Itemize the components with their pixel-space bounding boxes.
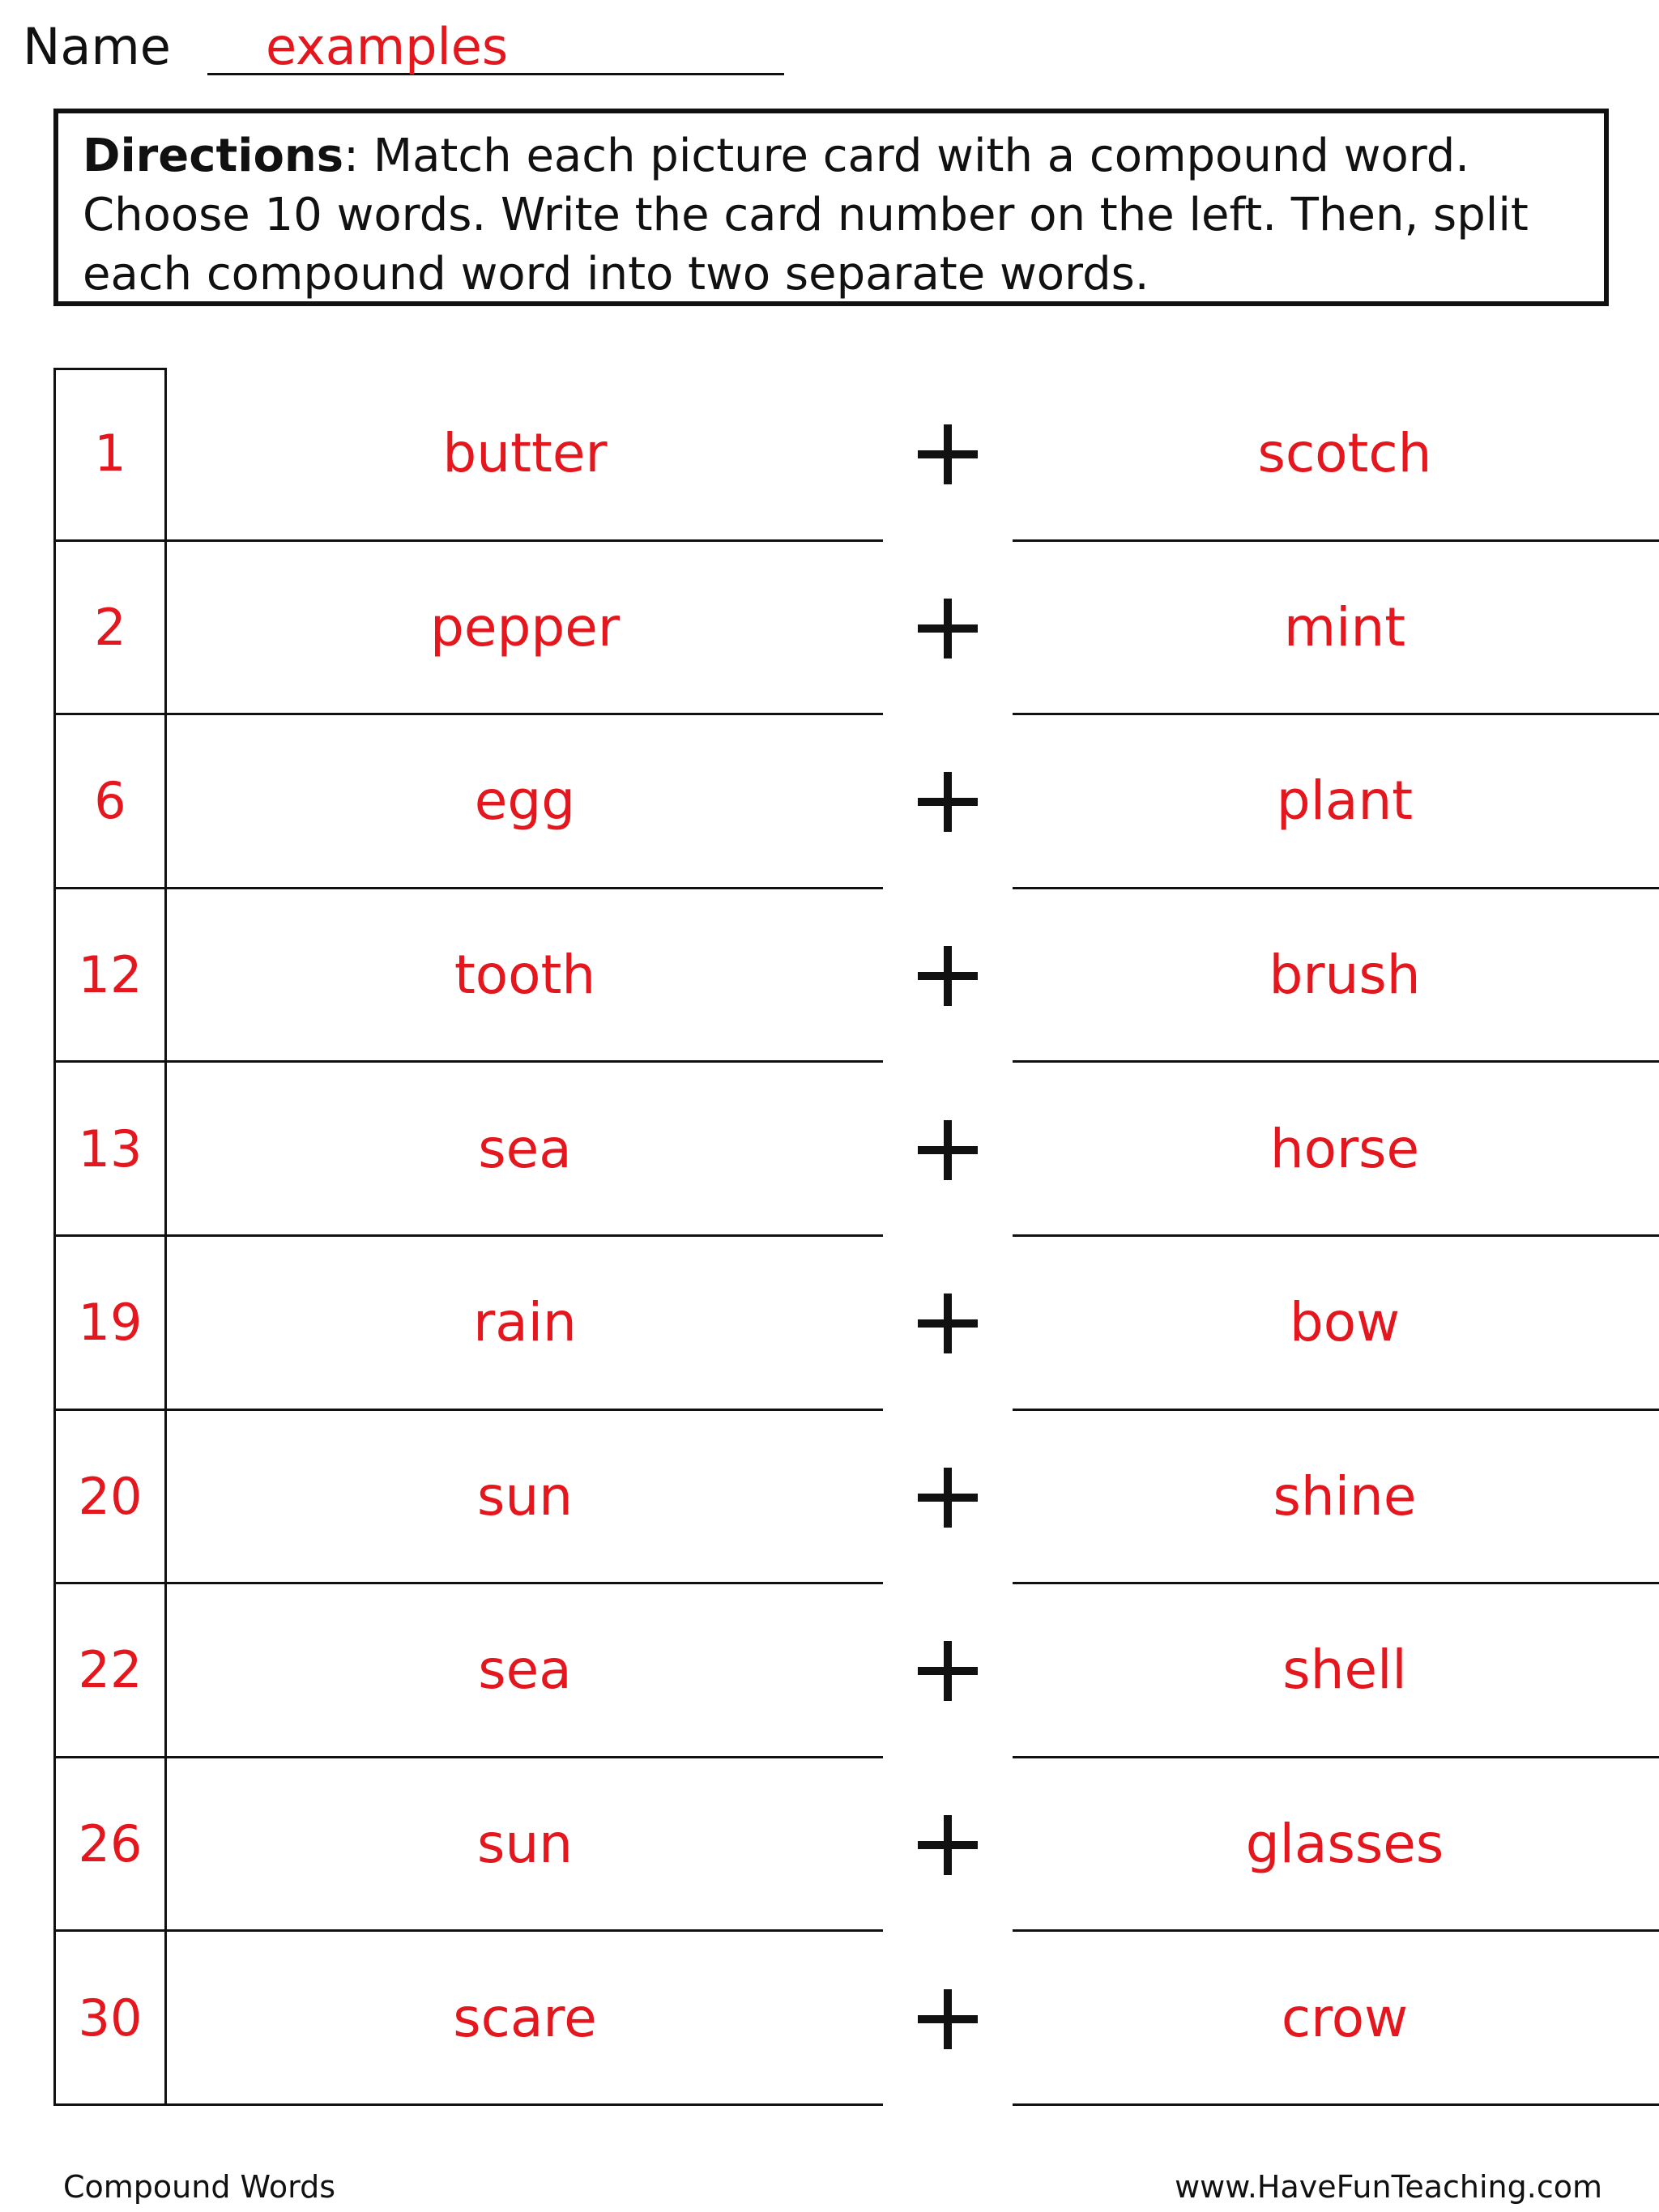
table-row	[53, 1584, 1628, 1758]
plus-cell	[883, 1932, 1013, 2106]
second-word[interactable]: glasses	[1013, 1758, 1659, 1933]
first-word[interactable]: sea	[167, 1584, 883, 1758]
plus-cell	[883, 368, 1013, 542]
table-row	[53, 1758, 1628, 1933]
first-word[interactable]: rain	[167, 1237, 883, 1411]
plus-icon	[918, 1989, 978, 2049]
plus-icon	[918, 772, 978, 832]
plus-cell	[883, 1063, 1013, 1237]
answer-table	[53, 368, 1628, 2106]
plus-cell	[883, 889, 1013, 1063]
plus-icon	[918, 946, 978, 1006]
plus-icon	[918, 424, 978, 484]
name-line	[23, 15, 768, 79]
first-word[interactable]: sun	[167, 1411, 883, 1585]
second-word[interactable]: shell	[1013, 1584, 1659, 1758]
card-number[interactable]: 13	[53, 1063, 167, 1237]
directions-text: : Match each picture card with a compound word. Choose 10 words. Write the card number on the left. Then, split each compound word into two separate words.	[83, 130, 1529, 300]
first-word[interactable]: egg	[167, 715, 883, 889]
plus-cell	[883, 1758, 1013, 1933]
card-number[interactable]: 6	[53, 715, 167, 889]
name-field[interactable]: examples	[266, 17, 509, 76]
plus-icon	[918, 1468, 978, 1528]
second-word[interactable]: crow	[1013, 1932, 1659, 2106]
table-row	[53, 1932, 1628, 2106]
table-row	[53, 715, 1628, 889]
directions-box	[53, 109, 1609, 306]
second-word[interactable]: horse	[1013, 1063, 1659, 1237]
table-row	[53, 542, 1628, 716]
second-word[interactable]: shine	[1013, 1411, 1659, 1585]
card-number[interactable]: 2	[53, 542, 167, 716]
second-word[interactable]: bow	[1013, 1237, 1659, 1411]
card-number[interactable]: 12	[53, 889, 167, 1063]
table-row	[53, 1411, 1628, 1585]
card-number[interactable]: 20	[53, 1411, 167, 1585]
card-number[interactable]: 1	[53, 368, 167, 542]
first-word[interactable]: scare	[167, 1932, 883, 2106]
footer-title: Compound Words	[63, 2169, 336, 2205]
second-word[interactable]: plant	[1013, 715, 1659, 889]
plus-cell	[883, 1411, 1013, 1585]
card-number[interactable]: 22	[53, 1584, 167, 1758]
first-word[interactable]: pepper	[167, 542, 883, 716]
plus-cell	[883, 715, 1013, 889]
card-number[interactable]: 19	[53, 1237, 167, 1411]
plus-icon	[918, 1294, 978, 1353]
table-row	[53, 1237, 1628, 1411]
first-word[interactable]: sea	[167, 1063, 883, 1237]
table-row	[53, 889, 1628, 1063]
directions-label: Directions	[83, 130, 344, 182]
footer-website: www.HaveFunTeaching.com	[1175, 2169, 1602, 2205]
card-number[interactable]: 26	[53, 1758, 167, 1933]
second-word[interactable]: brush	[1013, 889, 1659, 1063]
plus-icon	[918, 1641, 978, 1701]
card-number[interactable]: 30	[53, 1932, 167, 2106]
second-word[interactable]: mint	[1013, 542, 1659, 716]
first-word[interactable]: tooth	[167, 889, 883, 1063]
plus-icon	[918, 1815, 978, 1875]
plus-cell	[883, 1584, 1013, 1758]
plus-icon	[918, 1120, 978, 1180]
table-row	[53, 1063, 1628, 1237]
first-word[interactable]: butter	[167, 368, 883, 542]
plus-cell	[883, 542, 1013, 716]
first-word[interactable]: sun	[167, 1758, 883, 1933]
table-row	[53, 368, 1628, 542]
plus-icon	[918, 599, 978, 658]
second-word[interactable]: scotch	[1013, 368, 1659, 542]
plus-cell	[883, 1237, 1013, 1411]
name-label: Name	[23, 17, 171, 76]
